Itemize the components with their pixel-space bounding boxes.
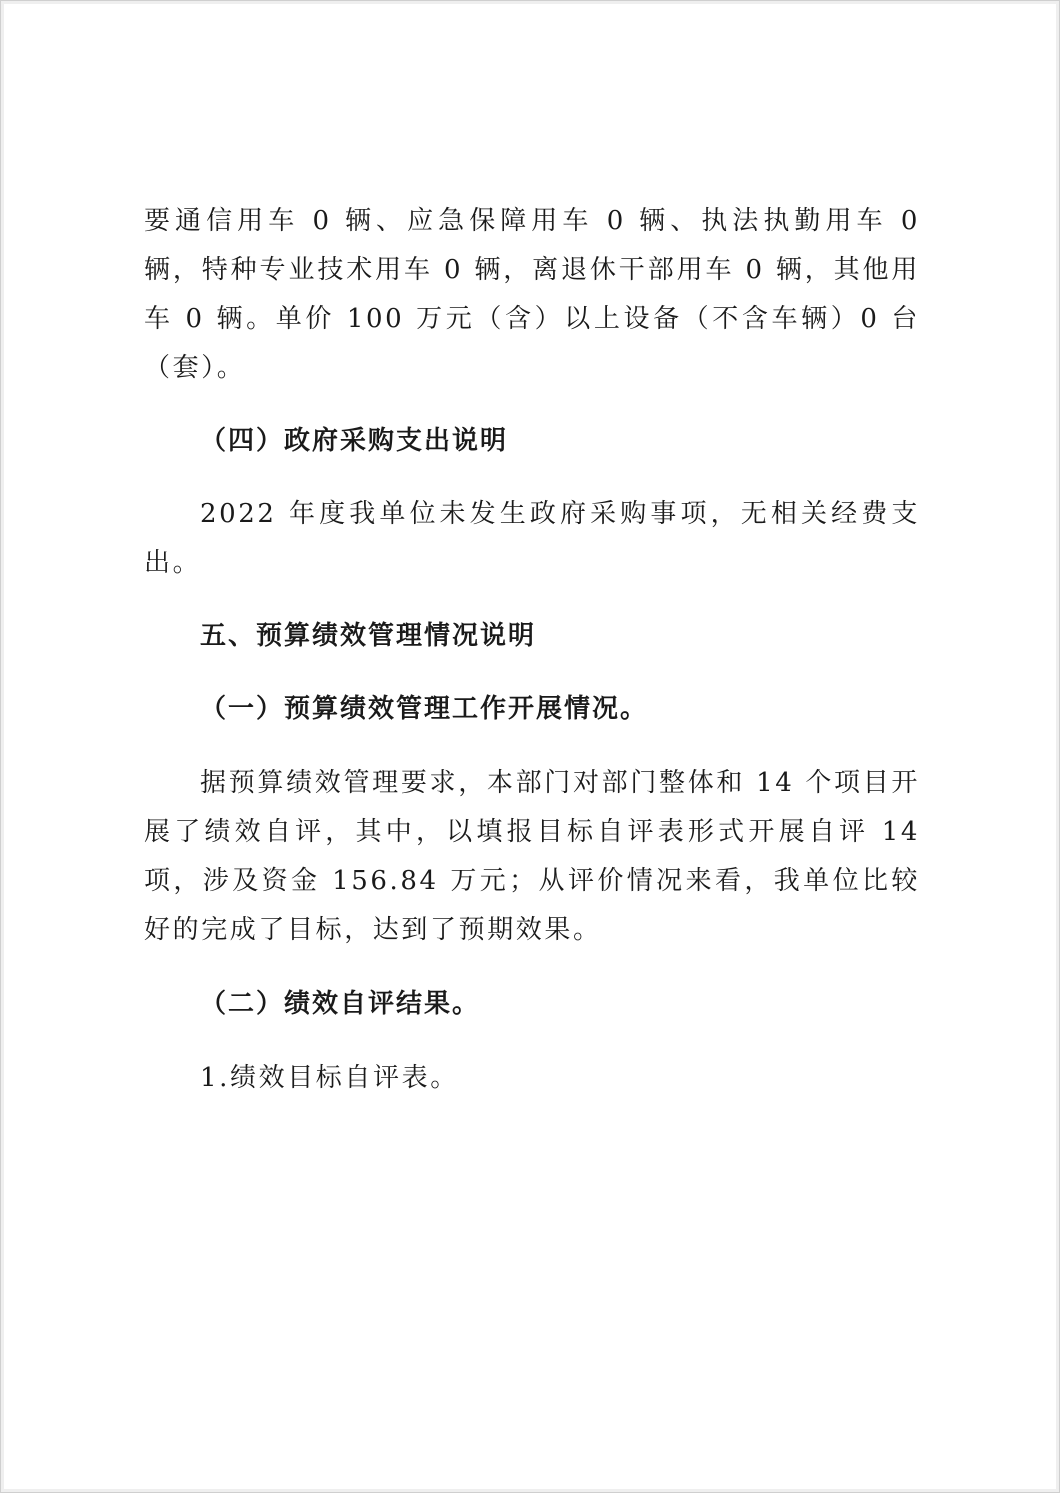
heading-evaluation-results: （二）绩效自评结果。: [200, 989, 481, 1019]
heading-management-work: （一）预算绩效管理工作开展情况。: [200, 694, 649, 724]
heading-performance-management: 五、预算绩效管理情况说明: [200, 621, 537, 651]
heading-government-procurement: （四）政府采购支出说明: [200, 426, 509, 456]
paragraph-self-evaluation: 据预算绩效管理要求，本部门对部门整体和 14 个项目开展了绩效自评，其中，以填报目标自评表形式开展自评 14 项，涉及资金 156.84 万元；从评价情况来看，我单位比较好的完成了目标，达到了预期效果。: [144, 768, 920, 945]
paragraph-vehicles: 要通信用车 0 辆、应急保障用车 0 辆、执法执勤用车 0 辆，特种专业技术用车 0 辆，离退休干部用车 0 辆，其他用车 0 辆。单价 100 万元（含）以上设备（不含车辆）0 台（套）。: [144, 206, 920, 383]
document-body: [144, 197, 920, 1103]
paragraph-evaluation-table: 1.绩效目标自评表。: [200, 1063, 459, 1093]
paragraph-procurement: 2022 年度我单位未发生政府采购事项，无相关经费支出。: [144, 499, 920, 578]
